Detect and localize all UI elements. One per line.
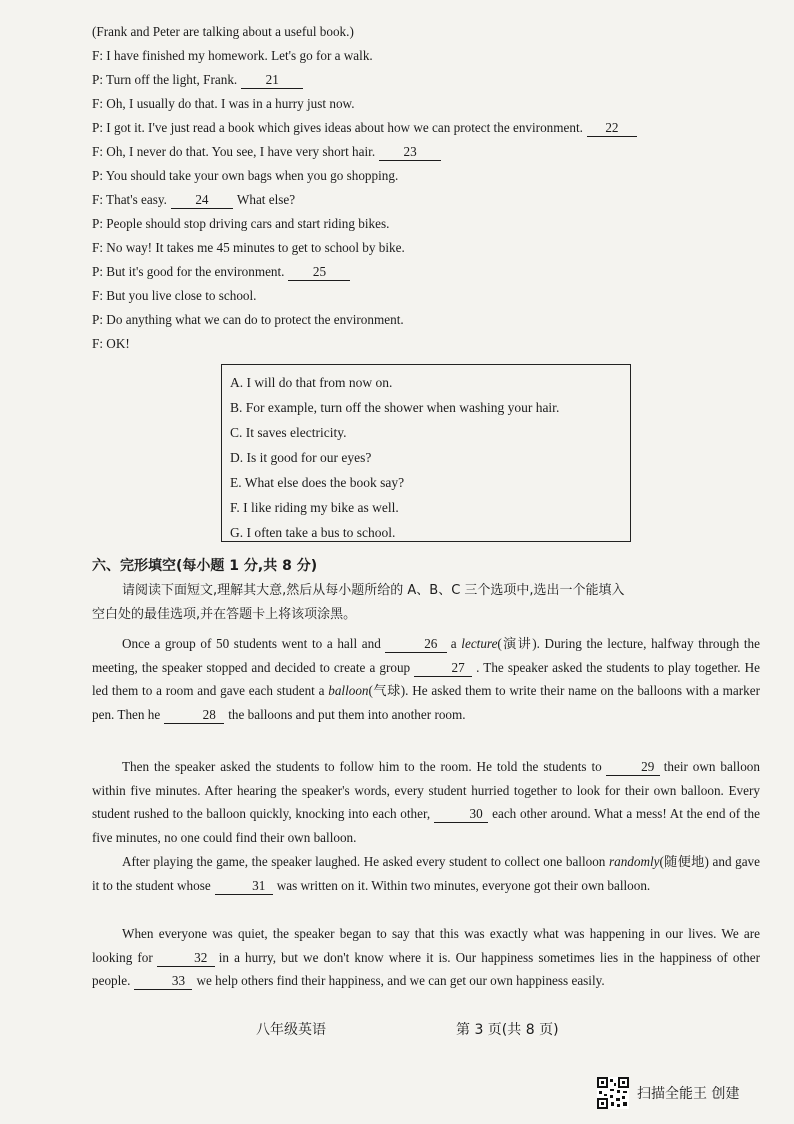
option-b: B. For example, turn off the shower when washing your hair.	[230, 400, 560, 415]
dialogue-line: F: OK!	[92, 336, 130, 351]
footer-page-number: 第 3 页(共 8 页)	[456, 1022, 559, 1038]
blank-29: 29	[606, 759, 660, 776]
blank-26: 26	[385, 636, 447, 653]
dialogue-line: P: Turn off the light, Frank. 21	[92, 70, 307, 90]
dialogue-line: F: But you live close to school.	[92, 288, 257, 303]
blank-23: 23	[379, 144, 441, 161]
section-title: 六、完形填空(每小题 1 分,共 8 分)	[92, 558, 318, 574]
dialogue-line: F: That's easy. 24 What else?	[92, 192, 296, 207]
qr-code-icon	[597, 1077, 629, 1109]
dialogue-line: F: No way! It takes me 45 minutes to get to school by bike.	[92, 240, 405, 255]
dialogue-line: P: You should take your own bags when you go shopping.	[92, 168, 399, 183]
blank-31: 31	[215, 878, 273, 895]
option-d: D. Is it good for our eyes?	[230, 450, 372, 465]
option-e: E. What else does the book say?	[230, 475, 405, 490]
dialogue-line: F: Oh, I never do that. You see, I have very short hair. 23	[92, 142, 445, 162]
blank-32: 32	[157, 950, 215, 967]
option-g: G. I often take a bus to school.	[230, 525, 396, 540]
dialogue-line: P: Do anything what we can do to protect the environment.	[92, 312, 404, 327]
paragraph-2: Then the speaker asked the students to follow him to the room. He told the students to 29 their own balloon within five minutes. After hearing the speaker's words, every student hurried together to look for their own balloon. Every student rushed to the balloon quickly, knocking into each other, 30 each other around. What a mess! At the end of the five minutes, no one could find their own balloon.	[92, 759, 760, 845]
options-box	[221, 364, 631, 542]
footer-subject: 八年级英语	[256, 1022, 326, 1038]
blank-25: 25	[288, 264, 350, 281]
option-c: C. It saves electricity.	[230, 425, 347, 440]
dialogue-line: F: I have finished my homework. Let's go for a walk.	[92, 48, 373, 63]
dialogue-line: P: People should stop driving cars and start riding bikes.	[92, 216, 390, 231]
paragraph-4: When everyone was quiet, the speaker began to say that this was exactly what was happening in our lives. We are looking for 32 in a hurry, but we don't know where it is. Our happiness sometimes lies in the happiness of other people. 33 we help others find their happiness, and we can get our own happiness easily.	[92, 926, 760, 988]
option-f: F. I like riding my bike as well.	[230, 500, 399, 515]
blank-33: 33	[134, 973, 192, 990]
blank-30: 30	[434, 806, 488, 823]
instruction-line-2: 空白处的最佳选项,并在答题卡上将该项涂黑。	[92, 607, 357, 622]
blank-24: 24	[171, 192, 233, 209]
paragraph-3: After playing the game, the speaker laughed. He asked every student to collect one balloon randomly(随便地) and gave it to the student whose 31 was written on it. Within two minutes, everyone got their own balloon.	[92, 854, 760, 893]
blank-22: 22	[587, 120, 637, 137]
blank-27: 27	[414, 660, 472, 677]
dialogue-intro: (Frank and Peter are talking about a useful book.)	[92, 24, 354, 39]
blank-28: 28	[164, 707, 224, 724]
option-a: A. I will do that from now on.	[230, 375, 393, 390]
dialogue-line: P: I got it. I've just read a book which gives ideas about how we can protect the environment. 22	[92, 118, 641, 138]
dialogue-line: F: Oh, I usually do that. I was in a hurry just now.	[92, 96, 355, 111]
paragraph-1: Once a group of 50 students went to a hall and 26 a lecture(演讲). During the lecture, halfway through the meeting, the speaker stopped and decided to create a group 27 . The speaker asked the students to play together. He led them to a room and gave each student a balloon(气球). He asked them to write their name on the balloons with a marker pen. Then he 28 the balloons and put them into another room.	[92, 636, 761, 722]
blank-21: 21	[241, 72, 303, 89]
scanner-watermark-text: 扫描全能王 创建	[637, 1086, 740, 1102]
dialogue-line: P: But it's good for the environment. 25	[92, 262, 354, 282]
instruction-line-1: 请阅读下面短文,理解其大意,然后从每小题所给的 A、B、C 三个选项中,选出一个能填入	[122, 583, 625, 598]
